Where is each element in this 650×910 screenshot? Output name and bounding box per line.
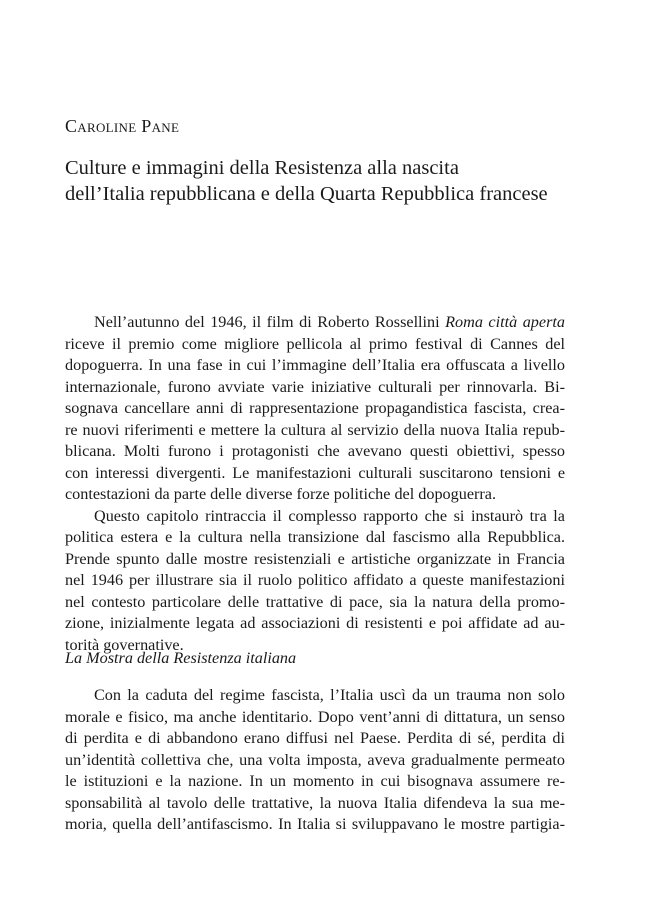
- text-line: sognava cancellare anni di rappresentazione propagandistica fascista, crea-: [65, 399, 565, 417]
- chapter-title-line: dell’Italia repubblicana e della Quarta Repubblica francese: [65, 183, 548, 205]
- text-line: [65, 312, 565, 334]
- chapter-title-line: Culture e immagini della Resistenza alla nascita: [65, 157, 459, 179]
- text-line: contestazioni da parte delle diverse forze politiche del dopoguerra.: [65, 485, 497, 503]
- text-line: re nuovi riferimenti e mettere la cultura al servizio della nuova Italia repub-: [65, 420, 565, 439]
- text-line: moria, quella dell’antifascismo. In Italia si sviluppavano le mostre partigia-: [65, 815, 565, 833]
- text-line: le istituzioni e la nazione. In un momento in cui bisognava assumere re-: [65, 772, 565, 790]
- text-line: con interessi divergenti. Le manifestazioni culturali suscitarono tensioni e: [65, 463, 565, 482]
- text-line: un’identità collettiva che, una volta imposta, aveva gradualmente permeato: [65, 750, 565, 769]
- text-line: nel 1946 per illustrare sia il ruolo politico affidato a queste manifestazioni: [65, 571, 565, 589]
- text-line: dopoguerra. In una fase in cui l’immagine dell’Italia era offuscata a livello: [65, 356, 565, 374]
- text-line: nel contesto particolare delle trattative di pace, sia la natura della promo-: [65, 592, 565, 611]
- text-line: sponsabilità al tavolo delle trattative, la nuova Italia difendeva la sua me-: [65, 793, 565, 812]
- section-text: [65, 685, 565, 836]
- text-line: Prende spunto dalle mostre resistenziali e artistiche organizzate in Francia: [65, 549, 565, 568]
- chapter-title: [65, 155, 585, 207]
- text-line: Con la caduta del regime fascista, l’Italia uscì da un trauma non solo: [94, 686, 565, 704]
- text-line: internazionale, furono avviate varie iniziative culturali per rinnovarla. Bi-: [65, 377, 565, 396]
- text-line: riceve il premio come migliore pellicola al primo festival di Cannes del: [65, 334, 565, 353]
- text-line: morale e fisico, ma anche identitario. Dopo vent’anni di dittatura, un senso: [65, 707, 565, 726]
- intro-text: [65, 312, 565, 656]
- text-line: politica estera e la cultura nella transizione dal fascismo alla Repubblica.: [65, 528, 565, 546]
- text-line: blicana. Molti furono i protagonisti che avevano questi obiettivi, spesso: [65, 442, 565, 460]
- text-line: zione, inizialmente legata ad associazioni di resistenti e poi affidate ad au-: [65, 614, 565, 632]
- text-run: Nell’autunno del 1946, il film di Roberto Rossellini: [94, 313, 446, 331]
- text-line: torità governative.: [65, 635, 184, 654]
- section-heading: La Mostra della Resistenza italiana: [65, 649, 297, 667]
- text-line: Questo capitolo rintraccia il complesso rapporto che si instaurò tra la: [94, 506, 565, 525]
- text-line: di perdita e di abbandono erano diffusi nel Paese. Perdita di sé, perdita di: [65, 729, 565, 747]
- author-name: Caroline Pane: [65, 116, 180, 136]
- film-title: Roma città aperta: [445, 313, 565, 331]
